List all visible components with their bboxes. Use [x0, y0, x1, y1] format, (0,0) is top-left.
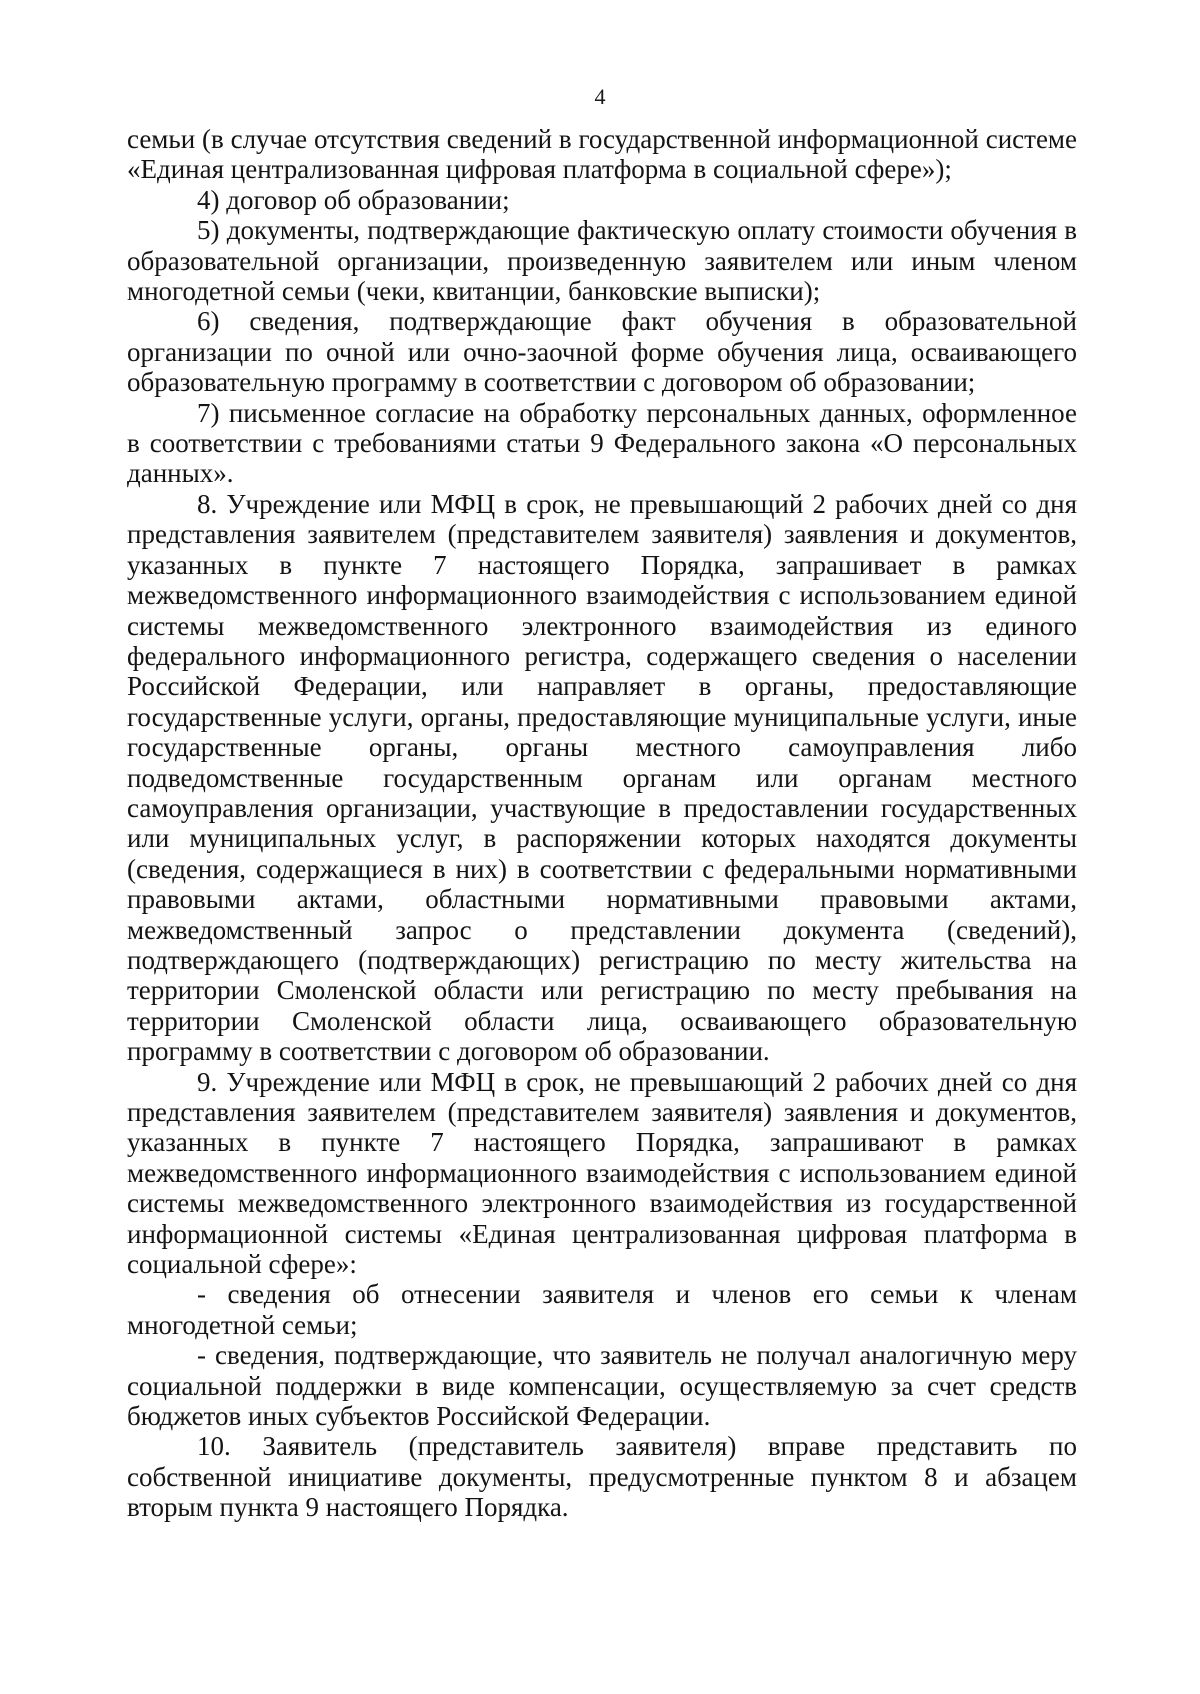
document-body [127, 124, 1077, 1523]
paragraph-clause-9: 9. Учреждение или МФЦ в срок, не превышающий 2 рабочих дней со дня представления заявителем (представителем заявителя) заявления и документов, указанных в пункте 7 настоящего Порядка, запрашивают в рамках межведомственного информационного взаимодействия с использованием единой системы межведомственного электронного взаимодействия из государственной информационной системы «Единая централизованная цифровая платформа в социальной сфере»: [127, 1066, 1077, 1280]
paragraph-item-5: 5) документы, подтверждающие фактическую оплату стоимости обучения в образовательной организации, произведенную заявителем или иным членом многодетной семьи (чеки, квитанции, банковские выписки); [127, 215, 1077, 307]
paragraph-item-4: 4) договор об образовании; [197, 184, 510, 215]
paragraph-clause-8: 8. Учреждение или МФЦ в срок, не превышающий 2 рабочих дней со дня представления заявителем (представителем заявителя) заявления и документов, указанных в пункте 7 настоящего Порядка, запрашивает в рамках межведомственного информационного взаимодействия с использованием единой системы межведомственного электронного взаимодействия из единого федерального информационного регистра, содержащего сведения о населении Российской Федерации, или направляет в органы, предоставляющие государственные услуги, органы, предоставляющие муниципальные услуги, иные государственные органы, органы местного самоуправления либо подведомственные государственным органам или органам местного самоуправления организации, участвующие в предоставлении государственных или муниципальных услуг, в распоряжении которых находятся документы (сведения, содержащиеся в них) в соответствии с федеральными нормативными правовыми актами, областными нормативными правовыми актами, межведомственный запрос о представлении документа (сведений), подтверждающего (подтверждающих) регистрацию по месту жительства на территории Смоленской области или регистрацию по месту пребывания на территории Смоленской области лица, осваивающего образовательную программу в соответствии с договором об образовании. [127, 488, 1077, 1067]
paragraph-item-6: 6) сведения, подтверждающие факт обучения в образовательной организации по очной или очно-заочной форме обучения лица, осваивающего образовательную программу в соответствии с договором об образовании; [127, 306, 1077, 398]
paragraph-bullet-2: - сведения, подтверждающие, что заявитель не получал аналогичную меру социальной поддержки в виде компенсации, осуществляемую за счет средств бюджетов иных субъектов Российской Федерации. [127, 1340, 1077, 1432]
paragraph-clause-10: 10. Заявитель (представитель заявителя) вправе представить по собственной инициативе документы, предусмотренные пунктом 8 и абзацем вторым пункта 9 настоящего Порядка. [127, 1431, 1077, 1523]
paragraph-continuation: семьи (в случае отсутствия сведений в государственной информационной системе «Единая централизованная цифровая платформа в социальной сфере»); [127, 124, 1077, 185]
paragraph-bullet-1: - сведения об отнесении заявителя и членов его семьи к членам многодетной семьи; [127, 1279, 1077, 1340]
page-number: 4 [594, 84, 606, 109]
paragraph-item-7: 7) письменное согласие на обработку персональных данных, оформленное в соответствии с требованиями статьи 9 Федерального закона «О персональных данных». [127, 397, 1077, 489]
